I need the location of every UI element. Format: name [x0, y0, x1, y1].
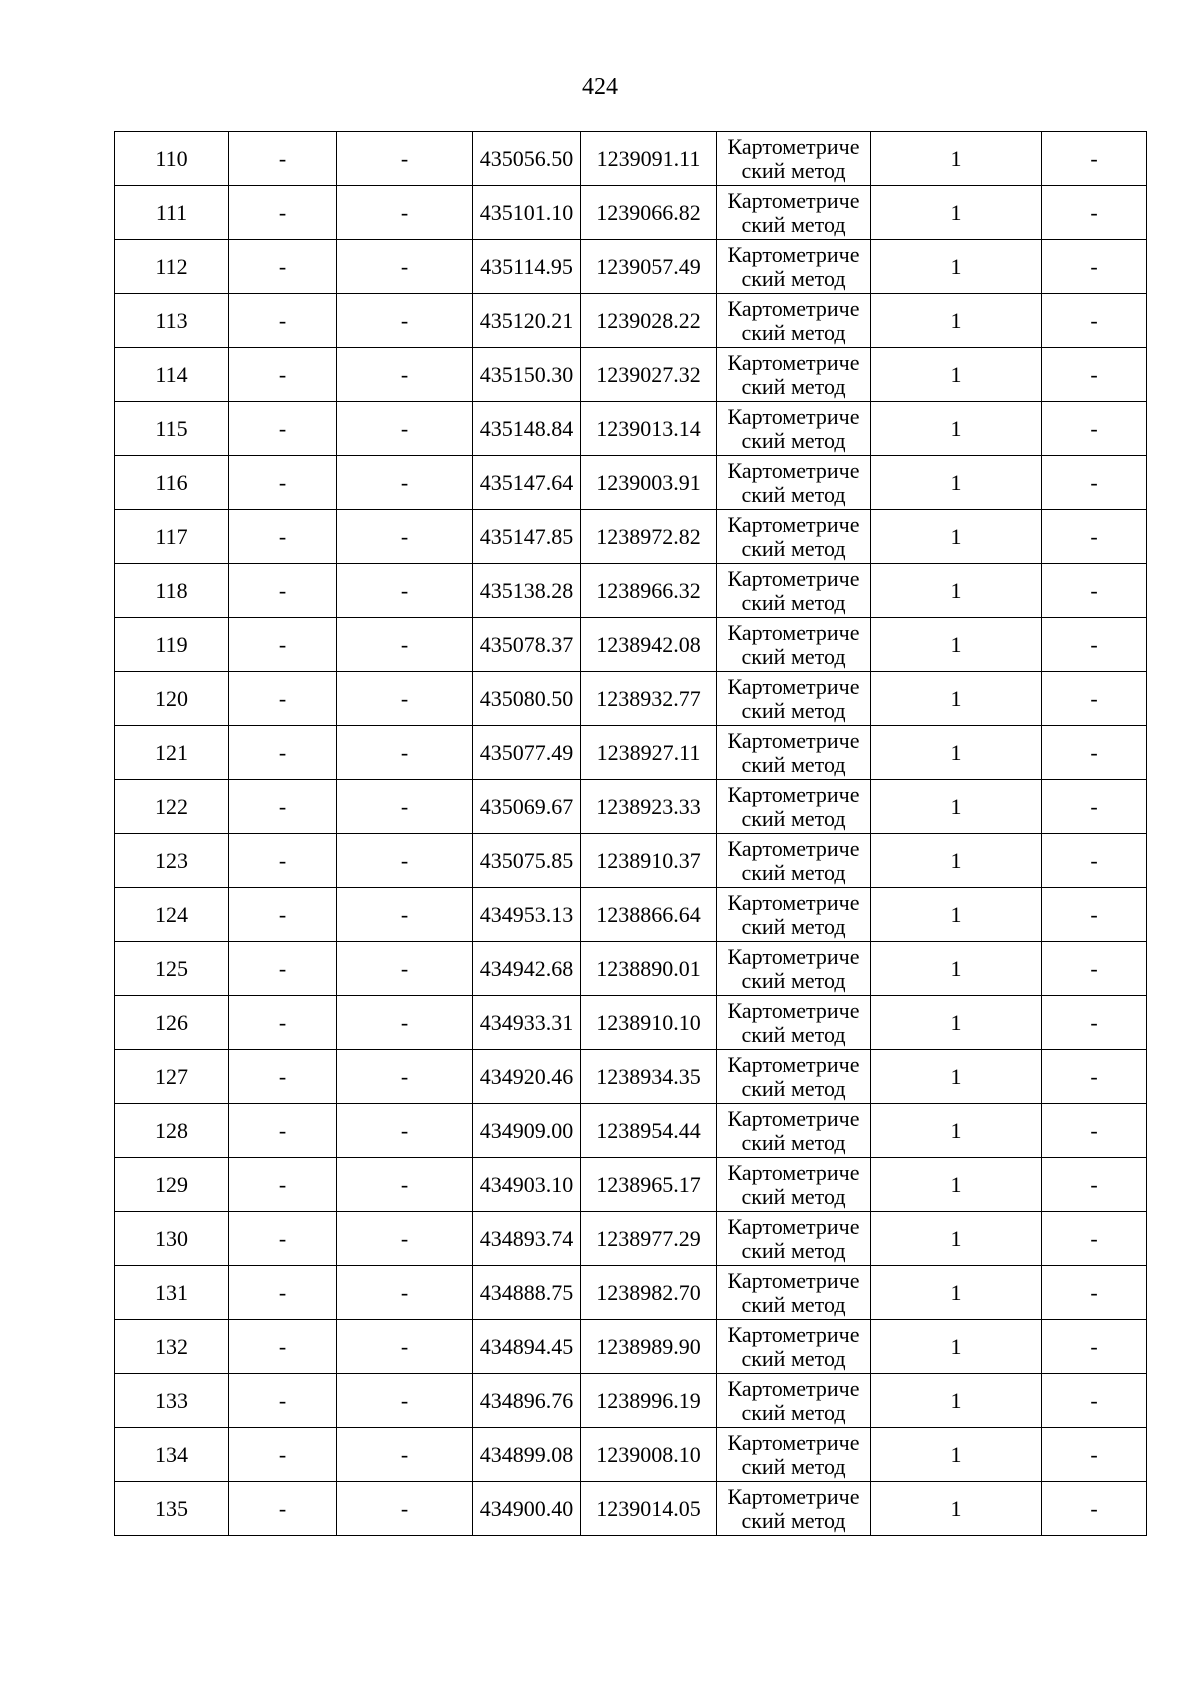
empty-value-cell: -: [229, 996, 337, 1050]
point-number-cell: 120: [115, 672, 229, 726]
method-text: ский метод: [741, 1453, 846, 1479]
method-text: Картометриче: [727, 1429, 860, 1455]
accuracy-cell: 1: [871, 1212, 1042, 1266]
accuracy-cell: 1: [871, 888, 1042, 942]
empty-value-cell: -: [229, 1158, 337, 1212]
method-text: ский метод: [741, 211, 846, 237]
empty-value-cell: -: [337, 780, 473, 834]
point-number-cell: 116: [115, 456, 229, 510]
x-coordinate-cell: 435150.30: [473, 348, 581, 402]
x-coordinate-cell: 434920.46: [473, 1050, 581, 1104]
empty-value-cell: -: [1042, 780, 1147, 834]
table-row: [115, 1428, 1147, 1482]
empty-value-cell: -: [1042, 1320, 1147, 1374]
accuracy-cell: 1: [871, 672, 1042, 726]
accuracy-cell: 1: [871, 996, 1042, 1050]
y-coordinate-cell: 1238932.77: [581, 672, 717, 726]
table-row: [115, 510, 1147, 564]
point-number-cell: 118: [115, 564, 229, 618]
method-cell: [717, 726, 871, 780]
x-coordinate-cell: 435120.21: [473, 294, 581, 348]
method-text: Картометриче: [727, 943, 860, 969]
accuracy-cell: 1: [871, 402, 1042, 456]
point-number-cell: 114: [115, 348, 229, 402]
y-coordinate-cell: 1238977.29: [581, 1212, 717, 1266]
table-row: [115, 1158, 1147, 1212]
empty-value-cell: -: [1042, 456, 1147, 510]
empty-value-cell: -: [1042, 834, 1147, 888]
y-coordinate-cell: 1238965.17: [581, 1158, 717, 1212]
method-text: ский метод: [741, 535, 846, 561]
method-text: Картометриче: [727, 295, 860, 321]
table-row: [115, 294, 1147, 348]
empty-value-cell: -: [337, 942, 473, 996]
y-coordinate-cell: 1238923.33: [581, 780, 717, 834]
y-coordinate-cell: 1238954.44: [581, 1104, 717, 1158]
method-cell: [717, 456, 871, 510]
method-text: ский метод: [741, 481, 846, 507]
method-text: ский метод: [741, 373, 846, 399]
empty-value-cell: -: [1042, 942, 1147, 996]
method-text: Картометриче: [727, 457, 860, 483]
point-number-cell: 113: [115, 294, 229, 348]
empty-value-cell: -: [1042, 672, 1147, 726]
empty-value-cell: -: [337, 996, 473, 1050]
empty-value-cell: -: [1042, 1050, 1147, 1104]
x-coordinate-cell: 435056.50: [473, 132, 581, 186]
empty-value-cell: -: [1042, 1428, 1147, 1482]
empty-value-cell: -: [1042, 294, 1147, 348]
accuracy-cell: 1: [871, 132, 1042, 186]
table-row: [115, 1050, 1147, 1104]
method-text: ский метод: [741, 1237, 846, 1263]
point-number-cell: 135: [115, 1482, 229, 1536]
method-text: ский метод: [741, 1075, 846, 1101]
y-coordinate-cell: 1238989.90: [581, 1320, 717, 1374]
point-number-cell: 115: [115, 402, 229, 456]
empty-value-cell: -: [229, 132, 337, 186]
empty-value-cell: -: [229, 942, 337, 996]
accuracy-cell: 1: [871, 618, 1042, 672]
x-coordinate-cell: 435075.85: [473, 834, 581, 888]
method-cell: [717, 834, 871, 888]
table-body: [115, 132, 1147, 1536]
empty-value-cell: -: [229, 1482, 337, 1536]
x-coordinate-cell: 434896.76: [473, 1374, 581, 1428]
method-cell: [717, 780, 871, 834]
method-cell: [717, 240, 871, 294]
method-text: Картометриче: [727, 511, 860, 537]
empty-value-cell: -: [1042, 186, 1147, 240]
accuracy-cell: 1: [871, 348, 1042, 402]
table-row: [115, 1320, 1147, 1374]
accuracy-cell: 1: [871, 1482, 1042, 1536]
table-row: [115, 240, 1147, 294]
method-cell: [717, 1374, 871, 1428]
table-row: [115, 942, 1147, 996]
empty-value-cell: -: [229, 240, 337, 294]
method-text: ский метод: [741, 859, 846, 885]
empty-value-cell: -: [1042, 1266, 1147, 1320]
method-text: Картометриче: [727, 565, 860, 591]
point-number-cell: 126: [115, 996, 229, 1050]
method-text: ский метод: [741, 697, 846, 723]
method-text: Картометриче: [727, 727, 860, 753]
point-number-cell: 117: [115, 510, 229, 564]
method-cell: [717, 510, 871, 564]
y-coordinate-cell: 1238972.82: [581, 510, 717, 564]
empty-value-cell: -: [337, 240, 473, 294]
point-number-cell: 110: [115, 132, 229, 186]
empty-value-cell: -: [229, 1104, 337, 1158]
method-text: Картометриче: [727, 1213, 860, 1239]
method-cell: [717, 1266, 871, 1320]
method-text: ский метод: [741, 157, 846, 183]
method-text: ский метод: [741, 1507, 846, 1533]
table-row: [115, 780, 1147, 834]
empty-value-cell: -: [229, 1320, 337, 1374]
accuracy-cell: 1: [871, 942, 1042, 996]
accuracy-cell: 1: [871, 510, 1042, 564]
method-text: Картометриче: [727, 781, 860, 807]
method-cell: [717, 942, 871, 996]
y-coordinate-cell: 1238910.10: [581, 996, 717, 1050]
empty-value-cell: -: [337, 1374, 473, 1428]
y-coordinate-cell: 1238890.01: [581, 942, 717, 996]
y-coordinate-cell: 1238927.11: [581, 726, 717, 780]
empty-value-cell: -: [1042, 510, 1147, 564]
method-text: ский метод: [741, 913, 846, 939]
method-text: Картометриче: [727, 619, 860, 645]
empty-value-cell: -: [229, 186, 337, 240]
x-coordinate-cell: 435138.28: [473, 564, 581, 618]
x-coordinate-cell: 434900.40: [473, 1482, 581, 1536]
method-text: ский метод: [741, 1183, 846, 1209]
method-text: ский метод: [741, 1021, 846, 1047]
empty-value-cell: -: [229, 672, 337, 726]
empty-value-cell: -: [229, 834, 337, 888]
method-cell: [717, 132, 871, 186]
x-coordinate-cell: 435080.50: [473, 672, 581, 726]
x-coordinate-cell: 435069.67: [473, 780, 581, 834]
empty-value-cell: -: [337, 132, 473, 186]
empty-value-cell: -: [1042, 240, 1147, 294]
y-coordinate-cell: 1239014.05: [581, 1482, 717, 1536]
method-text: Картометриче: [727, 403, 860, 429]
y-coordinate-cell: 1239003.91: [581, 456, 717, 510]
empty-value-cell: -: [337, 1428, 473, 1482]
accuracy-cell: 1: [871, 1158, 1042, 1212]
y-coordinate-cell: 1239066.82: [581, 186, 717, 240]
accuracy-cell: 1: [871, 1374, 1042, 1428]
method-text: ский метод: [741, 427, 846, 453]
empty-value-cell: -: [337, 1050, 473, 1104]
method-cell: [717, 1158, 871, 1212]
x-coordinate-cell: 434893.74: [473, 1212, 581, 1266]
empty-value-cell: -: [229, 726, 337, 780]
accuracy-cell: 1: [871, 780, 1042, 834]
y-coordinate-cell: 1238966.32: [581, 564, 717, 618]
point-number-cell: 129: [115, 1158, 229, 1212]
empty-value-cell: -: [229, 888, 337, 942]
method-cell: [717, 402, 871, 456]
method-cell: [717, 294, 871, 348]
empty-value-cell: -: [337, 1158, 473, 1212]
empty-value-cell: -: [1042, 564, 1147, 618]
empty-value-cell: -: [229, 456, 337, 510]
empty-value-cell: -: [229, 1212, 337, 1266]
method-cell: [717, 1482, 871, 1536]
table-row: [115, 726, 1147, 780]
empty-value-cell: -: [337, 726, 473, 780]
table-row: [115, 996, 1147, 1050]
method-text: ский метод: [741, 1345, 846, 1371]
empty-value-cell: -: [1042, 1482, 1147, 1536]
method-text: Картометриче: [727, 1105, 860, 1131]
method-text: Картометриче: [727, 1483, 860, 1509]
method-text: ский метод: [741, 1399, 846, 1425]
empty-value-cell: -: [337, 456, 473, 510]
y-coordinate-cell: 1239057.49: [581, 240, 717, 294]
table-row: [115, 1212, 1147, 1266]
method-text: Картометриче: [727, 133, 860, 159]
empty-value-cell: -: [337, 1482, 473, 1536]
empty-value-cell: -: [337, 1320, 473, 1374]
point-number-cell: 123: [115, 834, 229, 888]
empty-value-cell: -: [337, 402, 473, 456]
y-coordinate-cell: 1239008.10: [581, 1428, 717, 1482]
table-row: [115, 1104, 1147, 1158]
empty-value-cell: -: [229, 564, 337, 618]
empty-value-cell: -: [337, 510, 473, 564]
table-row: [115, 132, 1147, 186]
y-coordinate-cell: 1238910.37: [581, 834, 717, 888]
empty-value-cell: -: [229, 1050, 337, 1104]
method-text: ский метод: [741, 1291, 846, 1317]
empty-value-cell: -: [229, 402, 337, 456]
y-coordinate-cell: 1238982.70: [581, 1266, 717, 1320]
empty-value-cell: -: [229, 510, 337, 564]
empty-value-cell: -: [1042, 726, 1147, 780]
x-coordinate-cell: 435078.37: [473, 618, 581, 672]
empty-value-cell: -: [1042, 1104, 1147, 1158]
x-coordinate-cell: 435101.10: [473, 186, 581, 240]
method-cell: [717, 1050, 871, 1104]
x-coordinate-cell: 435148.84: [473, 402, 581, 456]
empty-value-cell: -: [1042, 996, 1147, 1050]
method-text: Картометриче: [727, 673, 860, 699]
empty-value-cell: -: [337, 564, 473, 618]
table-row: [115, 1374, 1147, 1428]
accuracy-cell: 1: [871, 1428, 1042, 1482]
method-text: Картометриче: [727, 1375, 860, 1401]
method-text: ский метод: [741, 265, 846, 291]
y-coordinate-cell: 1239013.14: [581, 402, 717, 456]
accuracy-cell: 1: [871, 834, 1042, 888]
accuracy-cell: 1: [871, 294, 1042, 348]
empty-value-cell: -: [229, 1266, 337, 1320]
x-coordinate-cell: 435077.49: [473, 726, 581, 780]
table-row: [115, 186, 1147, 240]
method-text: ский метод: [741, 751, 846, 777]
accuracy-cell: 1: [871, 186, 1042, 240]
empty-value-cell: -: [1042, 1212, 1147, 1266]
point-number-cell: 128: [115, 1104, 229, 1158]
empty-value-cell: -: [337, 1266, 473, 1320]
empty-value-cell: -: [337, 186, 473, 240]
point-number-cell: 124: [115, 888, 229, 942]
x-coordinate-cell: 435114.95: [473, 240, 581, 294]
coordinates-table: [114, 131, 1147, 1536]
method-text: Картометриче: [727, 1267, 860, 1293]
method-text: Картометриче: [727, 241, 860, 267]
accuracy-cell: 1: [871, 240, 1042, 294]
empty-value-cell: -: [1042, 618, 1147, 672]
empty-value-cell: -: [1042, 348, 1147, 402]
table-row: [115, 456, 1147, 510]
point-number-cell: 130: [115, 1212, 229, 1266]
y-coordinate-cell: 1238866.64: [581, 888, 717, 942]
table-row: [115, 1482, 1147, 1536]
method-text: ский метод: [741, 589, 846, 615]
method-cell: [717, 618, 871, 672]
method-text: Картометриче: [727, 349, 860, 375]
method-text: Картометриче: [727, 835, 860, 861]
point-number-cell: 125: [115, 942, 229, 996]
method-text: Картометриче: [727, 1321, 860, 1347]
page-number: 424: [582, 74, 618, 100]
empty-value-cell: -: [337, 294, 473, 348]
empty-value-cell: -: [1042, 402, 1147, 456]
accuracy-cell: 1: [871, 1104, 1042, 1158]
empty-value-cell: -: [337, 672, 473, 726]
x-coordinate-cell: 434894.45: [473, 1320, 581, 1374]
empty-value-cell: -: [1042, 1158, 1147, 1212]
empty-value-cell: -: [337, 1104, 473, 1158]
method-text: ский метод: [741, 805, 846, 831]
x-coordinate-cell: 434909.00: [473, 1104, 581, 1158]
empty-value-cell: -: [337, 834, 473, 888]
method-cell: [717, 1320, 871, 1374]
table-row: [115, 672, 1147, 726]
method-text: Картометриче: [727, 997, 860, 1023]
empty-value-cell: -: [229, 1374, 337, 1428]
x-coordinate-cell: 434903.10: [473, 1158, 581, 1212]
x-coordinate-cell: 434933.31: [473, 996, 581, 1050]
method-cell: [717, 564, 871, 618]
method-text: Картометриче: [727, 1159, 860, 1185]
table-row: [115, 1266, 1147, 1320]
empty-value-cell: -: [337, 1212, 473, 1266]
y-coordinate-cell: 1239091.11: [581, 132, 717, 186]
x-coordinate-cell: 434899.08: [473, 1428, 581, 1482]
empty-value-cell: -: [229, 348, 337, 402]
y-coordinate-cell: 1239027.32: [581, 348, 717, 402]
method-cell: [717, 996, 871, 1050]
empty-value-cell: -: [1042, 1374, 1147, 1428]
empty-value-cell: -: [229, 294, 337, 348]
x-coordinate-cell: 434953.13: [473, 888, 581, 942]
method-cell: [717, 186, 871, 240]
empty-value-cell: -: [337, 348, 473, 402]
method-text: ский метод: [741, 1129, 846, 1155]
point-number-cell: 121: [115, 726, 229, 780]
x-coordinate-cell: 435147.85: [473, 510, 581, 564]
accuracy-cell: 1: [871, 1050, 1042, 1104]
accuracy-cell: 1: [871, 1320, 1042, 1374]
empty-value-cell: -: [229, 1428, 337, 1482]
method-text: ский метод: [741, 319, 846, 345]
point-number-cell: 132: [115, 1320, 229, 1374]
point-number-cell: 134: [115, 1428, 229, 1482]
empty-value-cell: -: [1042, 132, 1147, 186]
accuracy-cell: 1: [871, 456, 1042, 510]
method-cell: [717, 1212, 871, 1266]
method-cell: [717, 1428, 871, 1482]
method-text: Картометриче: [727, 1051, 860, 1077]
method-cell: [717, 1104, 871, 1158]
x-coordinate-cell: 434942.68: [473, 942, 581, 996]
accuracy-cell: 1: [871, 564, 1042, 618]
point-number-cell: 131: [115, 1266, 229, 1320]
point-number-cell: 122: [115, 780, 229, 834]
empty-value-cell: -: [337, 888, 473, 942]
table-row: [115, 402, 1147, 456]
point-number-cell: 111: [115, 186, 229, 240]
point-number-cell: 119: [115, 618, 229, 672]
accuracy-cell: 1: [871, 1266, 1042, 1320]
method-cell: [717, 888, 871, 942]
table-row: [115, 348, 1147, 402]
x-coordinate-cell: 435147.64: [473, 456, 581, 510]
y-coordinate-cell: 1238934.35: [581, 1050, 717, 1104]
point-number-cell: 133: [115, 1374, 229, 1428]
method-text: Картометриче: [727, 889, 860, 915]
table-row: [115, 888, 1147, 942]
x-coordinate-cell: 434888.75: [473, 1266, 581, 1320]
method-cell: [717, 348, 871, 402]
y-coordinate-cell: 1239028.22: [581, 294, 717, 348]
method-text: Картометриче: [727, 187, 860, 213]
method-cell: [717, 672, 871, 726]
point-number-cell: 127: [115, 1050, 229, 1104]
y-coordinate-cell: 1238942.08: [581, 618, 717, 672]
table-row: [115, 564, 1147, 618]
table-row: [115, 618, 1147, 672]
empty-value-cell: -: [229, 780, 337, 834]
y-coordinate-cell: 1238996.19: [581, 1374, 717, 1428]
empty-value-cell: -: [337, 618, 473, 672]
method-text: ский метод: [741, 643, 846, 669]
method-text: ский метод: [741, 967, 846, 993]
point-number-cell: 112: [115, 240, 229, 294]
empty-value-cell: -: [1042, 888, 1147, 942]
table-row: [115, 834, 1147, 888]
empty-value-cell: -: [229, 618, 337, 672]
accuracy-cell: 1: [871, 726, 1042, 780]
